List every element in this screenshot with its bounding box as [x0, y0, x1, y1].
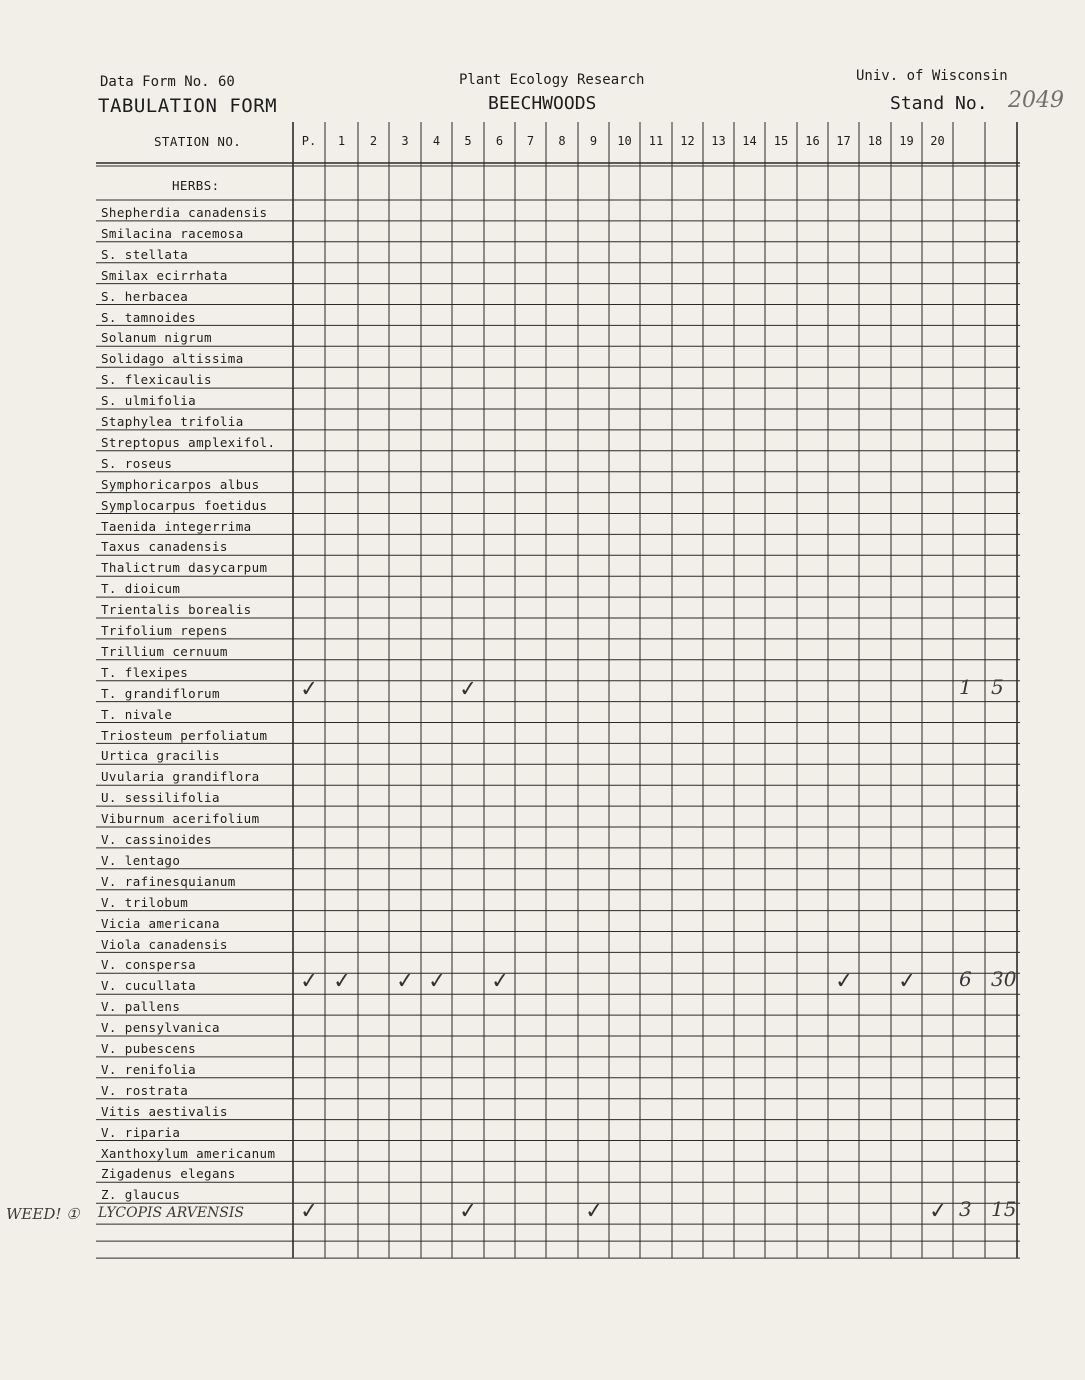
- total-value: 3: [959, 1197, 972, 1222]
- species-name: Viola canadensis: [101, 936, 228, 952]
- station-column-header: 9: [589, 134, 598, 148]
- species-name: Smilax ecirrhata: [101, 267, 228, 283]
- form-title: TABULATION FORM: [98, 95, 278, 117]
- station-column-header: 5: [464, 134, 472, 148]
- station-column-header: 15: [773, 134, 789, 148]
- species-name: V. conspersa: [101, 957, 197, 973]
- species-name: V. pallens: [101, 999, 181, 1015]
- site-name: BEECHWOODS: [488, 93, 597, 114]
- species-name: U. sessilifolia: [101, 790, 220, 806]
- check-mark: ✓: [896, 968, 917, 995]
- species-name: Trillium cernuum: [101, 643, 228, 659]
- station-column-header: 13: [711, 134, 726, 148]
- species-name: Solidago altissima: [101, 351, 244, 367]
- station-number-label: STATION NO.: [154, 134, 242, 149]
- species-name: Symplocarpus foetidus: [101, 497, 268, 513]
- margin-note: WEED! ①: [6, 1205, 80, 1224]
- species-name: Z. glaucus: [101, 1187, 181, 1203]
- station-column-header: P.: [301, 134, 317, 148]
- species-name: V. riparia: [101, 1124, 181, 1140]
- form-number: Data Form No. 60: [100, 74, 235, 90]
- check-mark: ✓: [331, 968, 352, 995]
- university-name: Univ. of Wisconsin: [856, 68, 1008, 84]
- species-name: Thalictrum dasycarpum: [101, 560, 268, 576]
- species-name: Triosteum perfoliatum: [101, 727, 268, 743]
- station-column-header: 11: [648, 134, 664, 148]
- species-name: V. renifolia: [101, 1061, 197, 1077]
- check-mark: ✓: [489, 968, 510, 995]
- species-name: Vitis aestivalis: [101, 1103, 228, 1119]
- station-column-header: 18: [867, 134, 883, 148]
- stand-number-label: Stand No.: [890, 93, 988, 114]
- station-column-header: 1: [337, 134, 346, 148]
- species-name: S. stellata: [101, 246, 189, 262]
- herbs-section-label: HERBS:: [172, 178, 220, 193]
- check-mark: ✓: [299, 968, 320, 995]
- species-name: V. pensylvanica: [101, 1020, 220, 1036]
- added-species-name: LYCOPIS ARVENSIS: [98, 1205, 245, 1222]
- species-name: V. trilobum: [101, 894, 189, 910]
- species-name: Symphoricarpos albus: [101, 476, 260, 492]
- species-name: T. dioicum: [101, 581, 181, 597]
- species-name: Xanthoxylum americanum: [101, 1145, 276, 1161]
- station-column-header: 8: [558, 134, 566, 148]
- check-mark: ✓: [299, 1198, 320, 1225]
- species-name: V. cucullata: [101, 978, 197, 994]
- species-name: Taenida integerrima: [101, 518, 252, 534]
- station-column-header: 10: [617, 134, 632, 148]
- species-name: S. tamnoides: [101, 309, 197, 325]
- species-name: S. herbacea: [101, 288, 189, 304]
- species-name: V. rostrata: [101, 1082, 189, 1098]
- species-name: V. lentago: [101, 852, 181, 868]
- species-name: Streptopus amplexifol.: [101, 434, 276, 450]
- species-name: Zigadenus elegans: [101, 1166, 236, 1182]
- station-column-header: 6: [495, 134, 504, 148]
- station-column-header: 2: [369, 134, 378, 148]
- station-column-header: 20: [930, 134, 945, 148]
- species-name: V. rafinesquianum: [101, 873, 236, 889]
- species-name: Staphylea trifolia: [101, 414, 244, 429]
- total-value: 5: [991, 674, 1004, 699]
- species-name: S. roseus: [101, 455, 173, 471]
- station-column-header: 7: [526, 134, 535, 148]
- check-mark: ✓: [426, 968, 447, 995]
- station-column-header: 16: [805, 134, 820, 148]
- station-column-header: 12: [680, 134, 695, 148]
- species-name: Vicia americana: [101, 915, 220, 931]
- species-name: T. grandiflorum: [101, 685, 220, 701]
- species-name: Shepherdia canadensis: [101, 205, 268, 220]
- species-name: T. flexipes: [101, 664, 189, 680]
- check-mark: ✓: [833, 968, 854, 995]
- species-name: S. ulmifolia: [101, 393, 197, 409]
- species-name: Trifolium repens: [101, 623, 228, 638]
- station-column-header: 4: [432, 134, 441, 148]
- check-mark: ✓: [583, 1198, 604, 1225]
- stand-number-value: 2049: [1008, 88, 1064, 113]
- species-name: Viburnum acerifolium: [101, 811, 260, 827]
- check-mark: ✓: [299, 676, 320, 703]
- species-name: Trientalis borealis: [101, 602, 252, 618]
- total-value: 15: [991, 1197, 1017, 1222]
- station-column-header: 19: [899, 134, 914, 148]
- species-name: T. nivale: [101, 706, 173, 722]
- check-mark: ✓: [458, 676, 479, 703]
- check-mark: ✓: [927, 1198, 948, 1225]
- species-name: Urtica gracilis: [101, 748, 220, 764]
- species-name: V. pubescens: [101, 1041, 197, 1056]
- species-name: Solanum nigrum: [101, 330, 212, 346]
- station-column-header: 17: [836, 134, 851, 148]
- total-value: 1: [959, 674, 972, 699]
- total-value: 30: [991, 967, 1017, 992]
- species-name: S. flexicaulis: [101, 372, 212, 388]
- total-value: 6: [959, 967, 972, 992]
- check-mark: ✓: [458, 1198, 479, 1225]
- check-mark: ✓: [395, 968, 416, 995]
- species-name: Taxus canadensis: [101, 539, 228, 555]
- species-name: Smilacina racemosa: [101, 225, 244, 241]
- station-column-header: 14: [742, 134, 757, 148]
- species-name: V. cassinoides: [101, 832, 212, 847]
- station-column-header: 3: [401, 134, 409, 148]
- species-name: Uvularia grandiflora: [101, 769, 260, 785]
- research-title: Plant Ecology Research: [459, 72, 645, 88]
